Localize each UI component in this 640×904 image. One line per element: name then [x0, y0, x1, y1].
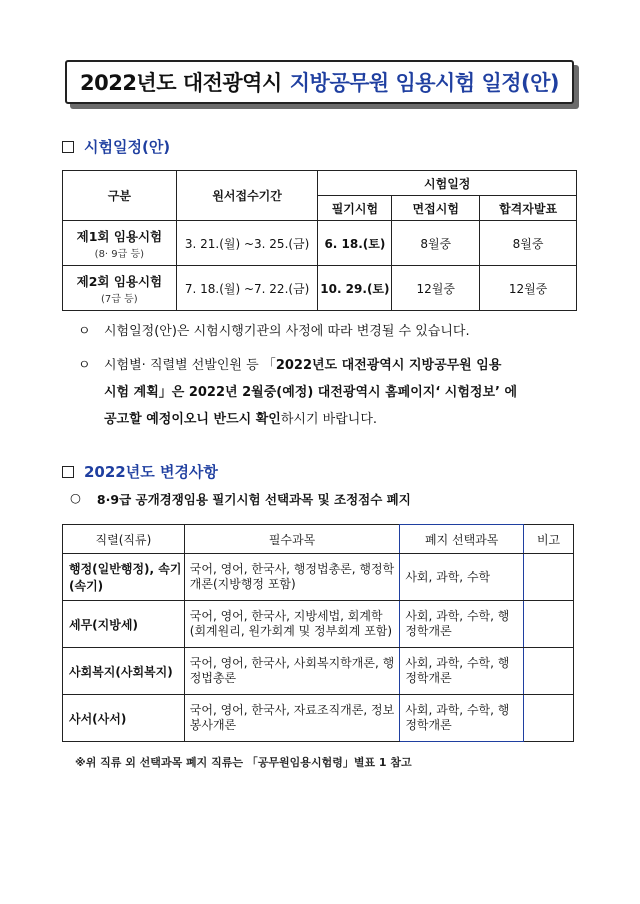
section1-heading — [62, 136, 170, 157]
row-name: 제1회 임용시험 — [76, 228, 163, 244]
job-name: 행정(일반행정), 속기(속기) — [63, 554, 185, 601]
job-name: 세무(지방세) — [63, 601, 185, 648]
title-main: 2022년도 대전광역시 — [79, 71, 282, 95]
col-note: 비고 — [524, 525, 574, 554]
row-grade: (7급 등) — [101, 293, 138, 305]
row-name: 제2회 임용시험 — [76, 273, 163, 289]
required-subjects: 국어, 영어, 한국사, 행정법총론, 행정학개론(지방행정 포함) — [184, 554, 400, 601]
footnote: ※위 직류 외 선택과목 폐지 직류는 「공무원임용시험령」별표 1 참고 — [75, 756, 412, 769]
col-category: 구분 — [63, 171, 177, 221]
col-job: 직렬(직류) — [63, 525, 185, 554]
application-period: 7. 18.(월) ~7. 22.(금) — [176, 266, 318, 311]
result-date: 8월중 — [480, 221, 577, 266]
table-row — [63, 221, 577, 266]
application-period: 3. 21.(월) ~3. 25.(금) — [176, 221, 318, 266]
note2-part-d: 공고할 예정이오니 반드시 확인 — [104, 412, 281, 427]
checkbox-square-icon — [62, 466, 74, 478]
note-cell — [524, 554, 574, 601]
note1-text: 시험일정(안)은 시험시행기관의 사정에 따라 변경될 수 있습니다. — [104, 324, 470, 339]
subheading-text: 8·9급 공개경쟁임용 필기시험 선택과목 및 조정점수 폐지 — [96, 492, 411, 507]
schedule-table — [62, 170, 577, 311]
abolished-subjects: 사회, 과학, 수학 — [400, 554, 524, 601]
table-row — [63, 266, 577, 311]
result-date: 12월중 — [480, 266, 577, 311]
table-row — [63, 695, 574, 742]
abolished-subjects: 사회, 과학, 수학, 행정학개론 — [400, 695, 524, 742]
col-interview: 면접시험 — [392, 196, 480, 221]
note2-text — [104, 352, 578, 433]
col-application: 원서접수기간 — [176, 171, 318, 221]
table-row — [63, 601, 574, 648]
written-date: 6. 18.(토) — [318, 221, 392, 266]
note-cell — [524, 601, 574, 648]
row-grade: (8· 9급 등) — [94, 248, 145, 260]
note2-part-e: 하시기 바랍니다. — [280, 412, 378, 427]
section1-heading-text: 시험일정(안) — [84, 138, 171, 156]
row-name-cell — [63, 221, 177, 266]
col-result: 합격자발표 — [480, 196, 577, 221]
note-schedule-change — [78, 318, 578, 345]
row-name-cell — [63, 266, 177, 311]
required-subjects: 국어, 영어, 한국사, 사회복지학개론, 행정법총론 — [184, 648, 400, 695]
note2-part-a: 시험별· 직렬별 선발인원 등 「 — [104, 358, 276, 373]
interview-date: 12월중 — [392, 266, 480, 311]
col-abolished: 폐지 선택과목 — [400, 525, 524, 554]
required-subjects: 국어, 영어, 한국사, 지방세법, 회계학(회계원리, 원가회계 및 정부회계 포함) — [184, 601, 400, 648]
note2-part-c: 시험 계획」은 2022년 2월중(예정) 대전광역시 홈페이지‘ 시험정보’ 에 — [104, 385, 518, 400]
abolished-subjects: 사회, 과학, 수학, 행정학개론 — [400, 601, 524, 648]
document-title — [65, 60, 574, 104]
col-required: 필수과목 — [184, 525, 400, 554]
note-cell — [524, 648, 574, 695]
checkbox-square-icon — [62, 141, 74, 153]
circle-bullet-icon: ㅇ — [78, 358, 91, 373]
interview-date: 8월중 — [392, 221, 480, 266]
circle-bullet-icon: ○ — [70, 490, 81, 505]
col-schedule: 시험일정 — [318, 171, 577, 196]
section2-heading — [62, 461, 218, 482]
required-subjects: 국어, 영어, 한국사, 자료조직개론, 정보봉사개론 — [184, 695, 400, 742]
abolished-subjects: 사회, 과학, 수학, 행정학개론 — [400, 648, 524, 695]
note-cell — [524, 695, 574, 742]
note-announcement — [78, 352, 578, 433]
col-written: 필기시험 — [318, 196, 392, 221]
note2-part-b: 2022년도 대전광역시 지방공무원 임용 — [275, 358, 502, 373]
job-name: 사회복지(사회복지) — [63, 648, 185, 695]
job-name: 사서(사서) — [63, 695, 185, 742]
table-row — [63, 554, 574, 601]
written-date: 10. 29.(토) — [318, 266, 392, 311]
title-highlight: 지방공무원 임용시험 일정(안) — [289, 71, 559, 95]
table-row — [63, 648, 574, 695]
section2-heading-text: 2022년도 변경사항 — [84, 463, 218, 481]
section2-subheading — [70, 490, 411, 508]
circle-bullet-icon: ㅇ — [78, 324, 91, 339]
changes-table — [62, 524, 574, 742]
